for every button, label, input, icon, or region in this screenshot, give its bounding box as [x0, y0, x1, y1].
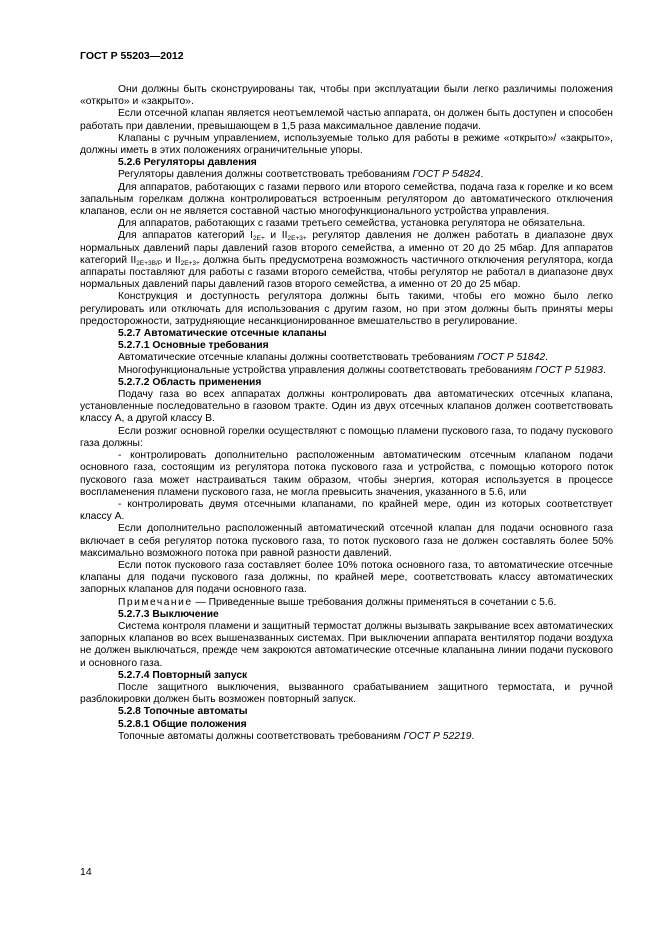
section-heading-5-2-7-2: 5.2.7.2 Область применения	[118, 376, 262, 388]
section-heading-5-2-7: 5.2.7 Автоматические отсечные клапаны	[118, 328, 327, 340]
paragraph: Клапаны с ручным управлением, используемые только для работы в режиме «открыто»/ «закрыто», должны иметь в этих положениях ограничительные упоры.	[80, 132, 613, 157]
list-item: - контролировать двумя отсечными клапанами, по крайней мере, один из которых соответствует классу А.	[80, 498, 613, 523]
section-heading-5-2-7-3: 5.2.7.3 Выключение	[118, 608, 219, 620]
paragraph: Автоматические отсечные клапаны должны соответствовать требованиям ГОСТ Р 51842.	[118, 352, 548, 364]
paragraph: После защитного выключения, вызванного срабатыванием защитного термостата, и ручной разблокировки должен быть возможен повторный запуск.	[80, 681, 613, 706]
paragraph: Топочные автоматы должны соответствовать требованиям ГОСТ Р 52219.	[118, 730, 475, 742]
section-heading-5-2-8-1: 5.2.8.1 Общие положения	[118, 718, 247, 730]
page-body	[80, 84, 613, 743]
note-label: Примечание	[118, 596, 193, 608]
paragraph: Для аппаратов, работающих с газами первого или второго семейства, подача газа к горелке и ко всем запальным горелкам должна контролироваться встроенным регулятором до автоматического отключения клапанов, если он не является составной частью многофункционального устройства управления.	[80, 181, 613, 218]
list-item: - контролировать дополнительно расположенным автоматическим отсечным клапаном подачи основного газа, состоящим из регулятора потока пускового газа и устройства, с помощью которого поток пускового газа может настраиваться таким образом, чтобы энергия, которая используется в процессе воспламенения пламени пускового газа, не могла превысить значения, указанного в 5.6, или	[80, 450, 613, 498]
page-number: 14	[80, 866, 92, 878]
paragraph: Конструкция и доступность регулятора должны быть такими, чтобы его можно было легко регулировать или отключать для использования с другим газом, но при этом должны быть приняты меры предосторожности, затрудняющие несанкционированное вмешательство в регулирование.	[80, 291, 613, 327]
section-heading-5-2-7-4: 5.2.7.4 Повторный запуск	[118, 669, 248, 681]
document-header: ГОСТ Р 55203—2012	[80, 50, 184, 62]
paragraph: Они должны быть сконструированы так, чтобы при эксплуатации были легко различимы положения «открыто» и «закрыто».	[80, 84, 613, 108]
section-heading-5-2-6: 5.2.6 Регуляторы давления	[118, 157, 257, 169]
paragraph: Система контроля пламени и защитный термостат должны вызывать закрывание всех автоматических запорных клапанов во всех вышеназванных системах. При выключении аппарата вентилятор подачи воздуха не должен выключаться, прежде чем закроются автоматические отсечные клапанына линии подачи пускового и основного газа.	[80, 620, 613, 669]
paragraph: Если поток пускового газа составляет более 10% потока основного газа, то автоматические отсечные клапаны для подачи пускового газа должны, по крайней мере, соответствовать классу автоматических запорных клапанов для подачи основного газа.	[80, 559, 613, 596]
section-heading-5-2-8: 5.2.8 Топочные автоматы	[118, 706, 248, 718]
standard-reference: ГОСТ Р 51842	[477, 352, 546, 364]
paragraph: Подачу газа во всех аппаратах должны контролировать два автоматических отсечных клапана, установленные последовательно в газовом тракте. Один из двух отсечных клапанов должен соответствовать классу А, а другой классу В.	[80, 389, 613, 425]
paragraph: Если дополнительно расположенный автоматический отсечной клапан для подачи основного газа включает в себя регулятор потока пускового газа, то поток пускового газа не должен составлять более 50% максимально возможного потока при равной разности давлений.	[80, 523, 613, 559]
paragraph: Для аппаратов категорий $I_{2E+}$ и $II_{2E+3+}$ регулятор давления не должен работать в диапазоне двух нормальных давлений пары давлений газов второго семейства, а именно от 20 до 25 мбар. Для аппаратов категорий $II_{2E+3B/P}$ и $II_{2E+3+}$ должна быть предусмотрена возможность частичного отключения регулятора, когда аппараты поставляют для работы с газами второго семейства, чтобы регулятор не работал в диапазоне двух нормальных давлений пары давлений газов второго семейства, а именно от 20 до 25 мбар.	[80, 230, 613, 291]
note: Примечание — Приведенные выше требования должны применяться в сочетании с 5.6.	[118, 596, 557, 608]
standard-reference: ГОСТ Р 51983	[535, 364, 603, 376]
standard-reference: ГОСТ Р 54824	[412, 169, 481, 181]
section-heading-5-2-7-1: 5.2.7.1 Основные требования	[118, 340, 269, 352]
standard-reference: ГОСТ Р 52219	[403, 730, 472, 742]
paragraph: Если отсечной клапан является неотъемлемой частью аппарата, он должен быть доступен и способен работать при давлении, превышающем в 1,5 раза максимальное давление подачи.	[80, 108, 613, 132]
paragraph: Регуляторы давления должны соответствовать требованиям ГОСТ Р 54824.	[118, 169, 484, 181]
paragraph: Многофункциональные устройства управления должны соответствовать требованиям ГОСТ Р 51983.	[118, 364, 606, 376]
paragraph: Если розжиг основной горелки осуществляют с помощью пламени пускового газа, то подачу пускового газа должны:	[80, 425, 613, 449]
paragraph: Для аппаратов, работающих с газами третьего семейства, установка регулятора не обязательна.	[118, 218, 586, 230]
